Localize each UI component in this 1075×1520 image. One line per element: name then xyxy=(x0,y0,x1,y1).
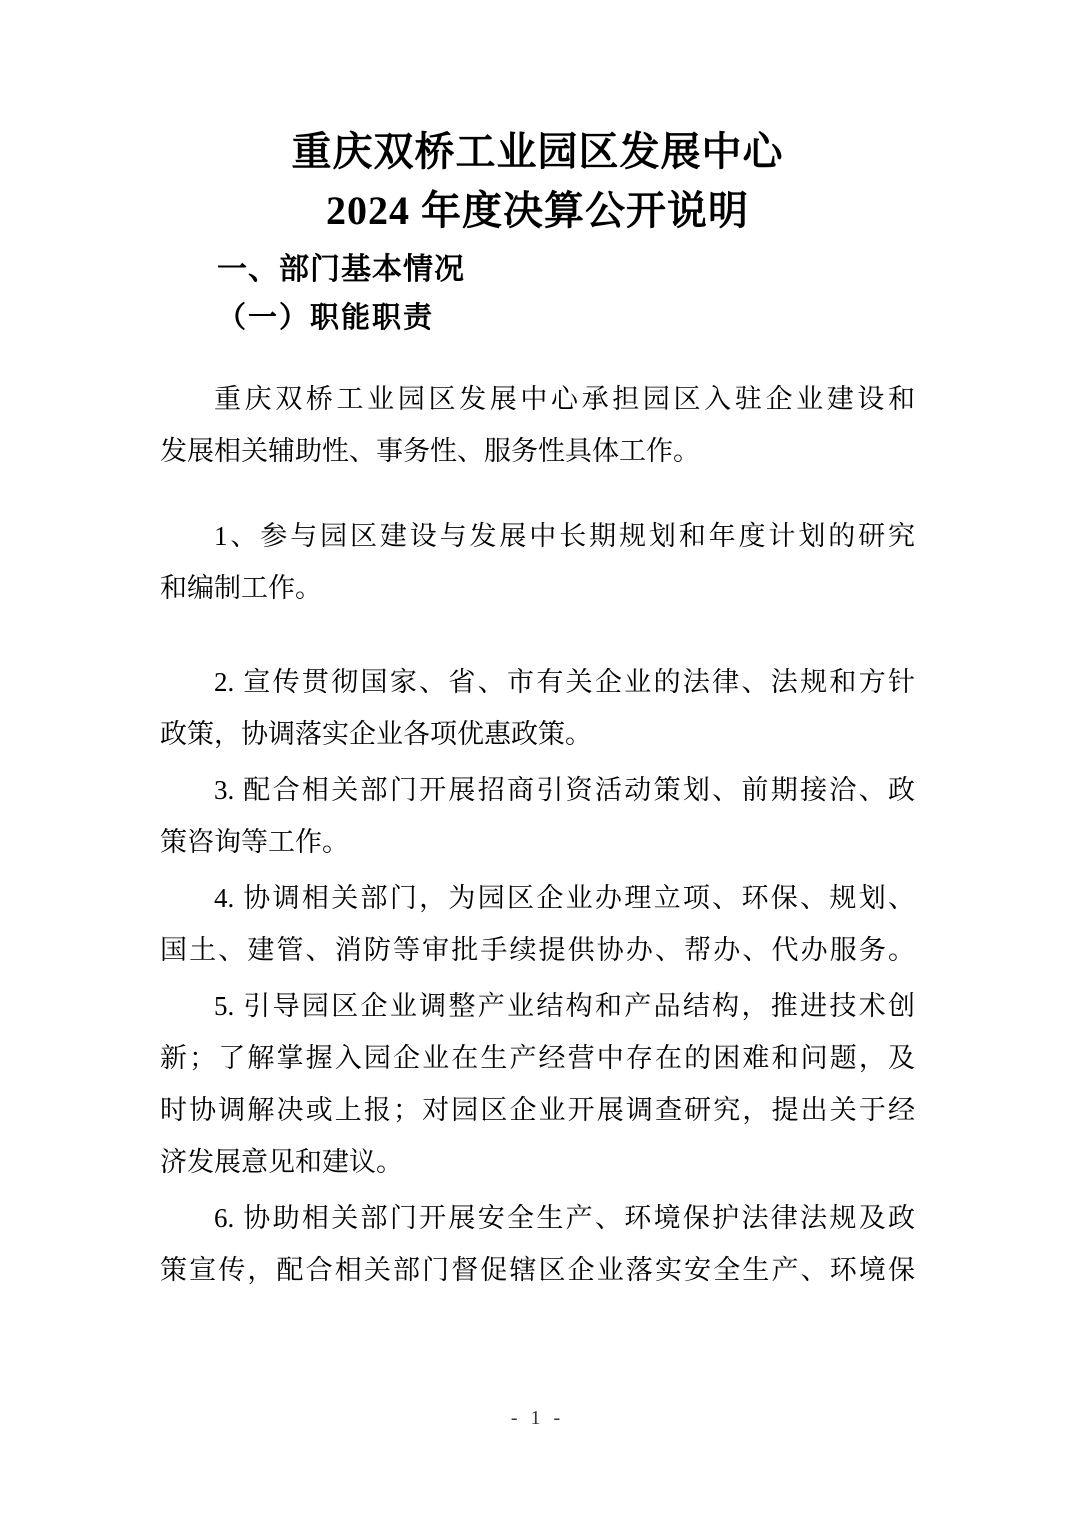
document-title-line-1: 重庆双桥工业园区发展中心 xyxy=(291,129,784,174)
subsection-heading: （一）职能职责 xyxy=(217,302,435,334)
paragraph-item-5-line-3: 时协调解决或上报；对园区企业开展调查研究，提出关于经 xyxy=(160,1095,915,1125)
paragraph-item-3-line-2: 策咨询等工作。 xyxy=(160,827,349,857)
paragraph-item-6-line-1: 6. 协助相关部门开展安全生产、环境保护法律法规及政 xyxy=(214,1203,915,1233)
paragraph-item-3-line-1: 3. 配合相关部门开展招商引资活动策划、前期接洽、政 xyxy=(214,775,915,805)
paragraph-intro xyxy=(160,373,915,477)
paragraph-item-1-line-2: 和编制工作。 xyxy=(160,573,322,603)
paragraph-item-1-line-1: 1、参与园区建设与发展中长期规划和年度计划的研究 xyxy=(214,521,915,551)
paragraph-item-4 xyxy=(160,872,915,976)
paragraph-item-2 xyxy=(160,656,915,760)
paragraph-item-5 xyxy=(160,980,915,1188)
paragraph-item-6 xyxy=(160,1192,915,1296)
paragraph-intro-line-1: 重庆双桥工业园区发展中心承担园区入驻企业建设和 xyxy=(214,384,915,414)
page-number: - 1 - xyxy=(510,1407,565,1429)
paragraph-item-4-line-2: 国土、建管、消防等审批手续提供协办、帮办、代办服务。 xyxy=(160,935,915,965)
section-heading: 一、部门基本情况 xyxy=(217,253,465,286)
paragraph-item-5-line-2: 新；了解掌握入园企业在生产经营中存在的困难和问题，及 xyxy=(160,1043,915,1073)
paragraph-item-4-line-1: 4. 协调相关部门，为园区企业办理立项、环保、规划、 xyxy=(214,883,915,913)
paragraph-item-5-line-1: 5. 引导园区企业调整产业结构和产品结构，推进技术创 xyxy=(214,991,915,1021)
document-title-line-2: 2024 年度决算公开说明 xyxy=(326,188,749,233)
paragraph-item-2-line-2: 政策，协调落实企业各项优惠政策。 xyxy=(160,719,592,749)
paragraph-item-6-line-2: 策宣传，配合相关部门督促辖区企业落实安全生产、环境保 xyxy=(160,1255,915,1285)
paragraph-item-3 xyxy=(160,764,915,868)
paragraph-item-5-line-4: 济发展意见和建议。 xyxy=(160,1147,403,1177)
paragraph-item-1 xyxy=(160,510,915,614)
paragraph-item-2-line-1: 2. 宣传贯彻国家、省、市有关企业的法律、法规和方针 xyxy=(214,667,915,697)
body-text xyxy=(160,373,915,1296)
paragraph-intro-line-2: 发展相关辅助性、事务性、服务性具体工作。 xyxy=(160,436,700,466)
